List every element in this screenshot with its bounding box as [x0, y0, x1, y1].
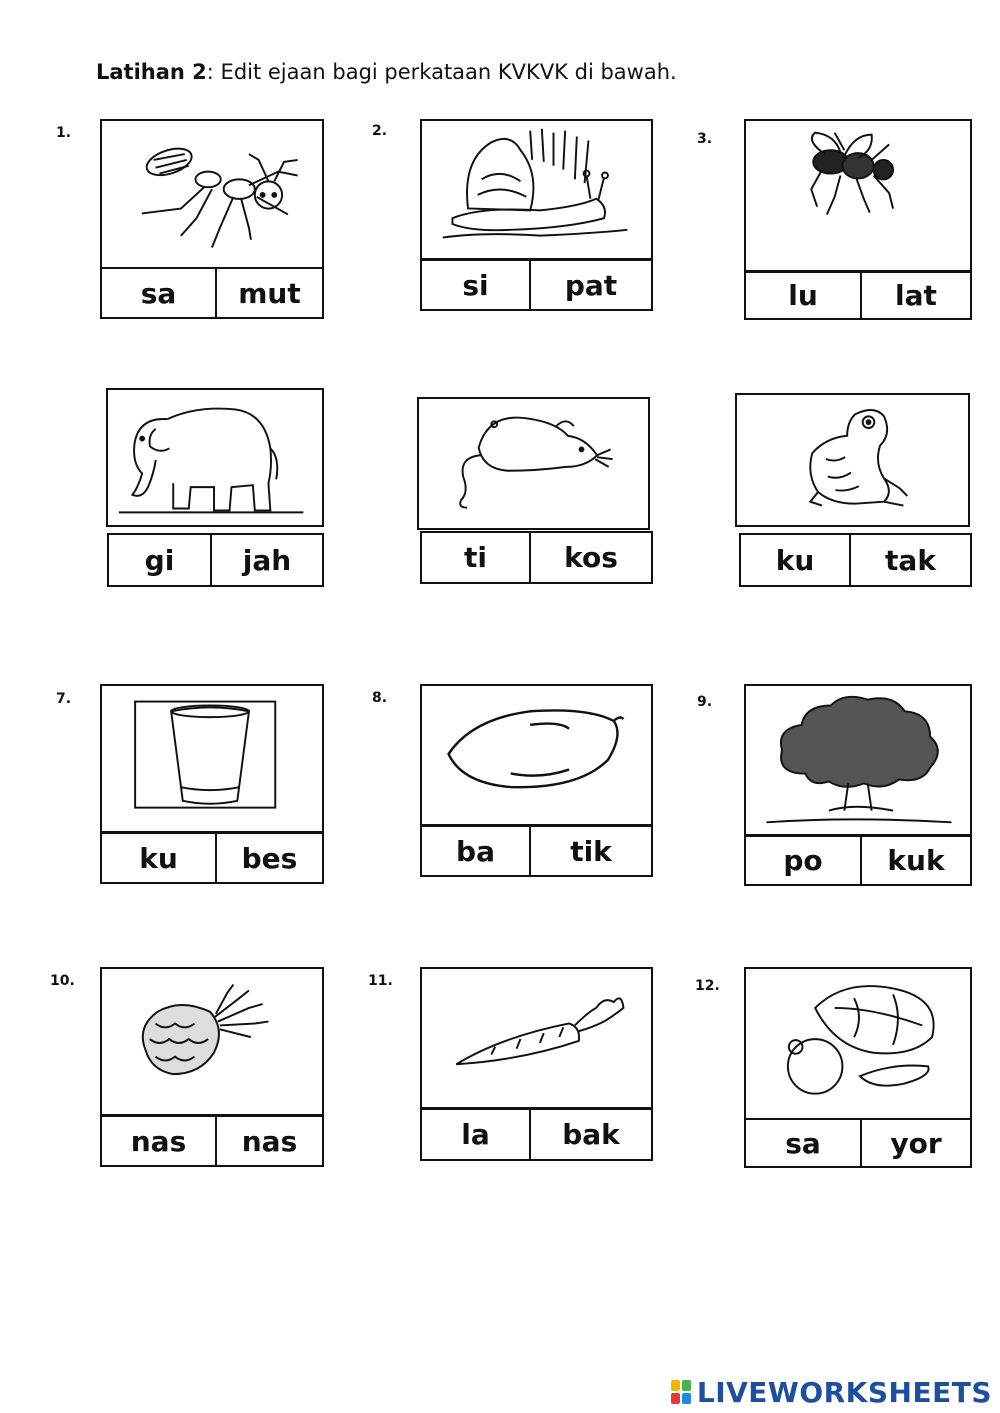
syllable-1[interactable]: ku [775, 543, 815, 577]
syllable-1[interactable]: sa [140, 276, 177, 310]
syllable-box [100, 267, 324, 319]
pineapple-picture [100, 967, 324, 1116]
syllable-box [420, 1108, 653, 1161]
item-number: 9. [697, 694, 713, 710]
syllable-2[interactable]: yor [860, 1120, 970, 1166]
syllable-2[interactable]: bak [529, 1110, 651, 1159]
syllable-box [744, 835, 972, 886]
syllable-1[interactable]: la [461, 1118, 490, 1151]
syllable-2[interactable]: pat [529, 261, 651, 309]
item-number: 10. [50, 973, 75, 989]
carrot-icon [422, 969, 651, 1107]
item-number: 8. [372, 690, 388, 706]
tree-icon [746, 686, 970, 834]
pineapple-icon [102, 969, 322, 1114]
papaya-picture [420, 684, 653, 826]
syllable-2[interactable]: nas [215, 1117, 322, 1165]
syllable-1[interactable]: po [783, 844, 823, 877]
instruction-title: Latihan 2 [96, 60, 207, 84]
fly-icon [746, 121, 970, 270]
item-number: 12. [695, 978, 720, 994]
syllable-box [420, 531, 653, 584]
item-number: 7. [56, 691, 72, 707]
syllable-box [100, 832, 324, 884]
vegetables-icon [746, 969, 970, 1118]
syllable-1[interactable]: ti [464, 541, 487, 574]
syllable-1[interactable]: nas [130, 1124, 187, 1158]
glass-icon [102, 686, 322, 831]
frog-icon [737, 395, 968, 525]
syllable-1[interactable]: si [462, 268, 489, 302]
syllable-box [744, 1118, 972, 1168]
item-number: 11. [368, 973, 393, 989]
carrot-picture [420, 967, 653, 1109]
syllable-1[interactable]: ba [456, 834, 495, 868]
ant-icon [102, 121, 322, 267]
item-number: 2. [372, 123, 388, 139]
item-number: 1. [56, 125, 72, 141]
fly-picture [744, 119, 972, 272]
snail-icon [422, 121, 651, 258]
syllable-1[interactable]: ku [139, 841, 178, 875]
mouse-icon [419, 399, 648, 528]
syllable-2[interactable]: mut [215, 269, 322, 317]
elephant-picture [106, 388, 324, 527]
item-number: 3. [697, 131, 713, 147]
syllable-box [744, 271, 972, 320]
liveworksheets-logo [671, 1376, 992, 1409]
mouse-picture [417, 397, 650, 530]
syllable-box [420, 259, 653, 311]
syllable-box [100, 1115, 324, 1167]
syllable-2[interactable]: tak [849, 535, 970, 585]
syllable-2[interactable]: jah [210, 535, 322, 585]
vegetables-picture [744, 967, 972, 1120]
papaya-icon [422, 686, 651, 824]
syllable-2[interactable]: kos [529, 533, 651, 582]
ant-picture [100, 119, 324, 269]
syllable-2[interactable]: tik [529, 827, 651, 875]
syllable-box [107, 533, 324, 587]
instruction [96, 60, 677, 84]
elephant-icon [108, 390, 322, 525]
tree-picture [744, 684, 972, 836]
brand-text: LIVEWORKSHEETS [696, 1376, 992, 1409]
syllable-2[interactable]: bes [215, 834, 322, 882]
syllable-1[interactable]: gi [144, 543, 175, 577]
glass-picture [100, 684, 324, 833]
syllable-2[interactable]: lat [860, 273, 970, 318]
logo-icon [671, 1380, 693, 1406]
syllable-1[interactable]: sa [785, 1126, 821, 1160]
syllable-2[interactable]: kuk [860, 837, 970, 884]
instruction-text: : Edit ejaan bagi perkataan KVKVK di bawah. [206, 60, 677, 84]
syllable-1[interactable]: lu [788, 279, 818, 312]
frog-picture [735, 393, 970, 527]
snail-picture [420, 119, 653, 260]
syllable-box [739, 533, 972, 587]
syllable-box [420, 825, 653, 877]
